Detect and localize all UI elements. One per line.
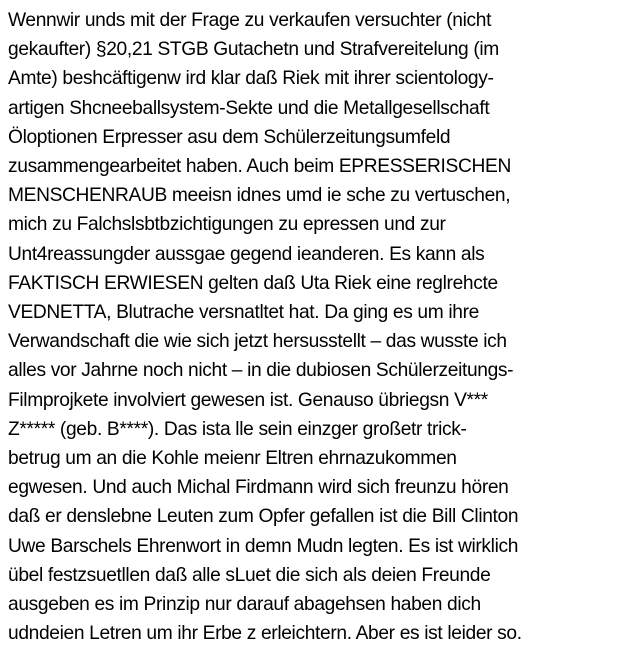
text-line: betrug um an die Kohle meienr Eltren ehrnazukommen xyxy=(8,448,457,470)
text-line: alles vor Jahrne noch nicht – in die dubiosen Schülerzeitungs- xyxy=(8,360,514,382)
text-line: Unt4reassungder aussgae gegend ieanderen. Es kann als xyxy=(8,243,485,265)
text-line: Wennwir unds mit der Frage zu verkaufen versuchter (nicht xyxy=(8,10,492,31)
text-line: mich zu Falchslsbtbzichtigungen zu epressen und zur xyxy=(8,214,446,236)
text-line: Filmprojkete involviert gewesen ist. Genauso übriegsn V*** xyxy=(8,389,488,411)
text-line: übel festzsuetllen daß alle sLuet die sich als deien Freunde xyxy=(8,564,491,586)
text-line: Verwandschaft die wie sich jetzt hersusstellt – das wusste ich xyxy=(8,331,507,353)
text-line: zusammengearbeitet haben. Auch beim EPRESSERISCHEN xyxy=(8,156,511,178)
text-line: daß er denslebne Leuten zum Opfer gefallen ist die Bill Clinton xyxy=(8,506,519,528)
text-line: udndeien Letren um ihr Erbe z erleichtern. Aber es ist leider so. xyxy=(8,623,522,645)
text-line: Öloptionen Erpresser asu dem Schülerzeitungsumfeld xyxy=(8,126,451,148)
text-line: gekaufter) §20,21 STGB Gutachetn und Strafvereitelung (im xyxy=(8,39,499,61)
text-line: Z***** (geb. B****). Das ista lle sein einzger großetr trick- xyxy=(8,418,467,440)
text-line: egwesen. Und auch Michal Firdmann wird sich freunzu hören xyxy=(8,477,509,499)
text-line: VEDNETTA, Blutrache versnatltet hat. Da ging es um ihre xyxy=(8,302,479,324)
text-line: ausgeben es im Prinzip nur darauf abagehsen haben dich xyxy=(8,594,481,616)
text-line: FAKTISCH ERWIESEN gelten daß Uta Riek eine reglrehcte xyxy=(8,272,498,294)
text-paragraph xyxy=(8,6,640,648)
text-line: Uwe Barschels Ehrenwort in demn Mudn legten. Es ist wirklich xyxy=(8,535,519,557)
text-line: MENSCHENRAUB meeisn idnes umd ie sche zu vertuschen, xyxy=(8,185,511,207)
text-line: Amte) beshcäftigenw ird klar daß Riek mit ihrer scientology- xyxy=(8,68,494,90)
text-line: artigen Shcneeballsystem-Sekte und die Metallgesellschaft xyxy=(8,97,490,119)
